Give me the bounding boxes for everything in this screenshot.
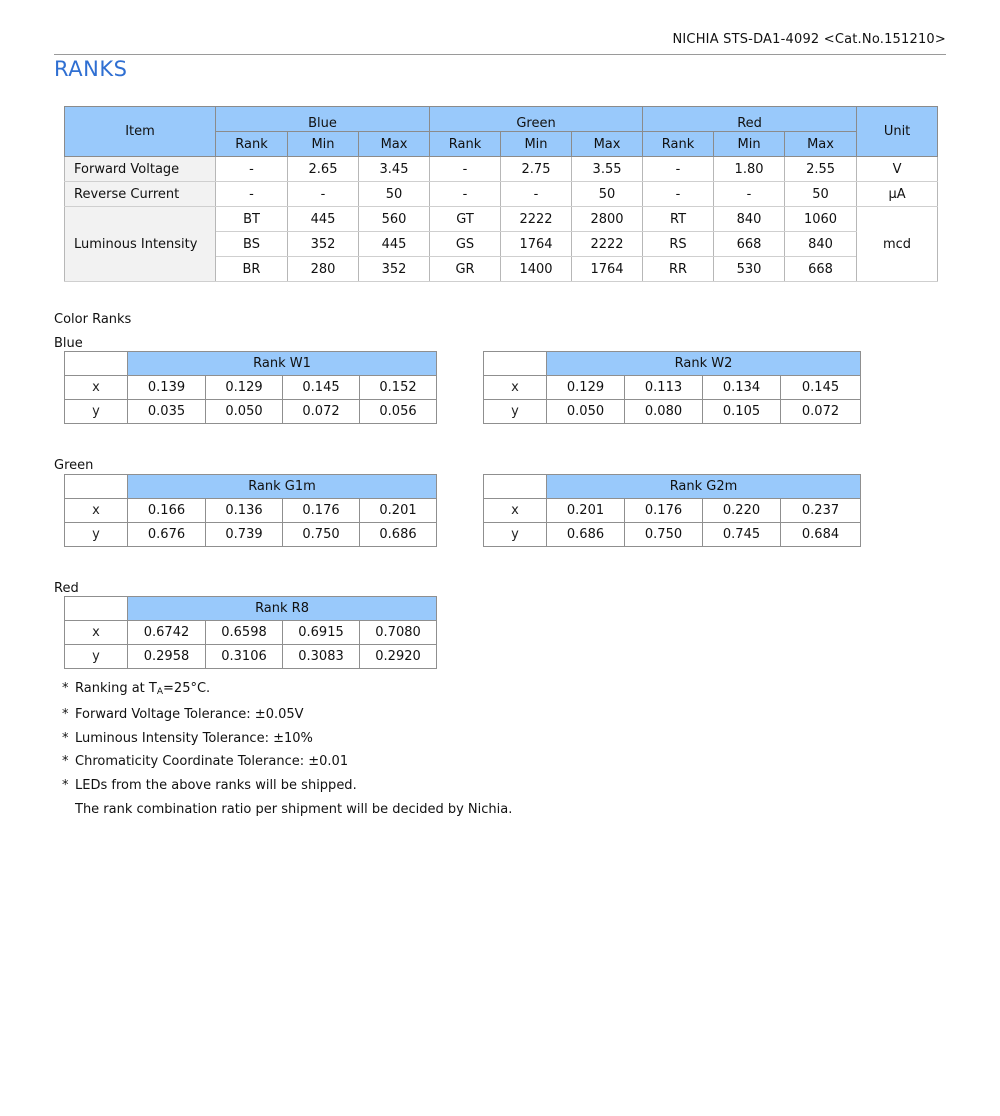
table-cell: 0.3106 xyxy=(206,645,283,669)
subheader-rank: Rank xyxy=(643,132,714,157)
unit-cell: mcd xyxy=(857,207,938,282)
group-header-green: Green xyxy=(430,107,643,132)
corner-cell xyxy=(484,352,547,376)
red-label: Red xyxy=(54,581,79,596)
note-ranking-temperature xyxy=(62,677,512,703)
table-cell: 0.201 xyxy=(360,499,437,523)
table-cell: 0.676 xyxy=(128,523,206,547)
table-cell: 445 xyxy=(288,207,359,232)
table-cell: 50 xyxy=(572,182,643,207)
table-cell: 1400 xyxy=(501,257,572,282)
note-bullet: * xyxy=(62,778,69,794)
table-cell: GT xyxy=(430,207,501,232)
notes-list xyxy=(62,677,512,822)
note-ratio: The rank combination ratio per shipment will be decided by Nichia. xyxy=(75,801,513,817)
table-cell: 668 xyxy=(714,232,785,257)
table-cell: 0.129 xyxy=(547,376,625,400)
table-cell: 280 xyxy=(288,257,359,282)
table-cell: BR xyxy=(216,257,288,282)
table-row xyxy=(484,499,861,523)
table-cell: 0.072 xyxy=(781,400,861,424)
table-cell: 0.6742 xyxy=(128,621,206,645)
note-bullet: * xyxy=(62,681,69,696)
table-row xyxy=(484,523,861,547)
table-cell: 0.684 xyxy=(781,523,861,547)
table-cell: - xyxy=(216,182,288,207)
table-row xyxy=(65,400,437,424)
axis-label: y xyxy=(65,645,128,669)
table-cell: 0.145 xyxy=(283,376,360,400)
table-cell: 352 xyxy=(288,232,359,257)
table-cell: GS xyxy=(430,232,501,257)
rank-name: Rank W1 xyxy=(128,352,437,376)
table-cell: 2800 xyxy=(572,207,643,232)
table-cell: 0.056 xyxy=(360,400,437,424)
table-cell: BS xyxy=(216,232,288,257)
table-cell: 0.3083 xyxy=(283,645,360,669)
table-row xyxy=(65,182,938,207)
table-cell: 1764 xyxy=(501,232,572,257)
table-cell: BT xyxy=(216,207,288,232)
table-row xyxy=(65,645,437,669)
rank-w2-table xyxy=(483,351,861,424)
table-cell: 0.201 xyxy=(547,499,625,523)
table-cell: 0.080 xyxy=(625,400,703,424)
note-luminous-intensity-tolerance xyxy=(62,727,512,751)
table-cell: 0.050 xyxy=(206,400,283,424)
axis-label: y xyxy=(484,400,547,424)
table-cell: 0.105 xyxy=(703,400,781,424)
rank-name: Rank W2 xyxy=(547,352,861,376)
table-cell: 2222 xyxy=(501,207,572,232)
ranks-table xyxy=(64,106,938,282)
group-header-blue: Blue xyxy=(216,107,430,132)
corner-cell xyxy=(65,475,128,499)
note-forward-voltage-tolerance xyxy=(62,703,512,727)
table-cell: 840 xyxy=(714,207,785,232)
table-cell: 352 xyxy=(359,257,430,282)
table-cell: GR xyxy=(430,257,501,282)
table-cell: 840 xyxy=(785,232,857,257)
table-cell: 1.80 xyxy=(714,157,785,182)
axis-label: x xyxy=(65,499,128,523)
blue-label: Blue xyxy=(54,336,83,351)
table-row xyxy=(484,376,861,400)
note-bullet: * xyxy=(62,706,69,722)
table-cell: 0.6598 xyxy=(206,621,283,645)
note-bullet: * xyxy=(62,754,69,770)
note-text: LEDs from the above ranks will be shipped. xyxy=(75,778,357,794)
table-cell: 0.152 xyxy=(360,376,437,400)
rank-name: Rank R8 xyxy=(128,597,437,621)
color-ranks-heading: Color Ranks xyxy=(54,312,132,327)
table-cell: 0.166 xyxy=(128,499,206,523)
table-cell: 0.2958 xyxy=(128,645,206,669)
table-row xyxy=(484,400,861,424)
group-header-red: Red xyxy=(643,107,857,132)
note-text: Chromaticity Coordinate Tolerance: ±0.01 xyxy=(75,754,349,770)
axis-label: y xyxy=(484,523,547,547)
green-label: Green xyxy=(54,458,94,473)
axis-label: y xyxy=(65,400,128,424)
subheader-max: Max xyxy=(785,132,857,157)
table-cell: 0.237 xyxy=(781,499,861,523)
table-cell: - xyxy=(288,182,359,207)
subheader-min: Min xyxy=(288,132,359,157)
subheader-max: Max xyxy=(359,132,430,157)
table-cell: 0.113 xyxy=(625,376,703,400)
table-cell: 0.6915 xyxy=(283,621,360,645)
table-cell: 668 xyxy=(785,257,857,282)
table-cell: 2.75 xyxy=(501,157,572,182)
axis-label: x xyxy=(484,499,547,523)
corner-cell xyxy=(484,475,547,499)
table-row xyxy=(65,621,437,645)
table-cell: RT xyxy=(643,207,714,232)
table-cell: 0.745 xyxy=(703,523,781,547)
unit-cell: μA xyxy=(857,182,938,207)
rank-name: Rank G2m xyxy=(547,475,861,499)
note-chromaticity-tolerance xyxy=(62,750,512,774)
table-cell: 0.686 xyxy=(360,523,437,547)
table-row xyxy=(65,499,437,523)
table-cell: - xyxy=(501,182,572,207)
note-subscript: A xyxy=(156,687,164,697)
table-cell: 2.65 xyxy=(288,157,359,182)
table-cell: 0.739 xyxy=(206,523,283,547)
table-row xyxy=(65,523,437,547)
subheader-min: Min xyxy=(501,132,572,157)
table-cell: 530 xyxy=(714,257,785,282)
table-cell: 0.035 xyxy=(128,400,206,424)
table-cell: 0.686 xyxy=(547,523,625,547)
row-label: Forward Voltage xyxy=(65,157,216,182)
table-cell: 0.129 xyxy=(206,376,283,400)
rank-g1m-table xyxy=(64,474,437,547)
table-cell: 0.145 xyxy=(781,376,861,400)
corner-cell xyxy=(65,597,128,621)
table-cell: 3.45 xyxy=(359,157,430,182)
table-cell: - xyxy=(430,182,501,207)
table-cell: - xyxy=(643,157,714,182)
table-cell: 560 xyxy=(359,207,430,232)
table-row xyxy=(65,376,437,400)
note-text: Ranking at T xyxy=(75,681,157,696)
table-cell: 0.176 xyxy=(625,499,703,523)
table-cell: 0.139 xyxy=(128,376,206,400)
axis-label: x xyxy=(65,376,128,400)
subheader-rank: Rank xyxy=(216,132,288,157)
item-header: Item xyxy=(65,107,216,157)
table-cell: RS xyxy=(643,232,714,257)
rank-name: Rank G1m xyxy=(128,475,437,499)
axis-label: y xyxy=(65,523,128,547)
rank-w1-table xyxy=(64,351,437,424)
subheader-rank: Rank xyxy=(430,132,501,157)
unit-cell: V xyxy=(857,157,938,182)
table-cell: - xyxy=(643,182,714,207)
table-cell: - xyxy=(216,157,288,182)
table-cell: 2.55 xyxy=(785,157,857,182)
subheader-min: Min xyxy=(714,132,785,157)
axis-label: x xyxy=(484,376,547,400)
table-row xyxy=(65,157,938,182)
table-row xyxy=(65,207,938,232)
table-cell: 0.050 xyxy=(547,400,625,424)
table-cell: 0.134 xyxy=(703,376,781,400)
note-text: =25°C. xyxy=(163,681,211,696)
page-title: RANKS xyxy=(54,57,128,81)
table-cell: 0.220 xyxy=(703,499,781,523)
table-cell: 50 xyxy=(785,182,857,207)
subheader-max: Max xyxy=(572,132,643,157)
table-cell: 445 xyxy=(359,232,430,257)
table-cell: - xyxy=(430,157,501,182)
table-cell: 0.136 xyxy=(206,499,283,523)
table-cell: 0.072 xyxy=(283,400,360,424)
table-cell: 0.750 xyxy=(625,523,703,547)
table-cell: 1764 xyxy=(572,257,643,282)
table-cell: 0.7080 xyxy=(360,621,437,645)
rank-r8-table xyxy=(64,596,437,669)
table-cell: - xyxy=(714,182,785,207)
row-label: Reverse Current xyxy=(65,182,216,207)
document-id: NICHIA STS-DA1-4092 <Cat.No.151210> xyxy=(672,32,946,47)
table-cell: 0.176 xyxy=(283,499,360,523)
note-text: Forward Voltage Tolerance: ±0.05V xyxy=(75,706,304,722)
table-cell: 3.55 xyxy=(572,157,643,182)
table-cell: 1060 xyxy=(785,207,857,232)
table-cell: 0.750 xyxy=(283,523,360,547)
note-shipped xyxy=(62,774,512,798)
corner-cell xyxy=(65,352,128,376)
note-bullet: * xyxy=(62,730,69,746)
row-label: Luminous Intensity xyxy=(65,207,216,282)
table-cell: 0.2920 xyxy=(360,645,437,669)
header-rule xyxy=(54,54,946,55)
table-cell: 2222 xyxy=(572,232,643,257)
axis-label: x xyxy=(65,621,128,645)
table-cell: 50 xyxy=(359,182,430,207)
note-text: Luminous Intensity Tolerance: ±10% xyxy=(75,730,313,746)
rank-g2m-table xyxy=(483,474,861,547)
table-cell: RR xyxy=(643,257,714,282)
unit-header: Unit xyxy=(857,107,938,157)
